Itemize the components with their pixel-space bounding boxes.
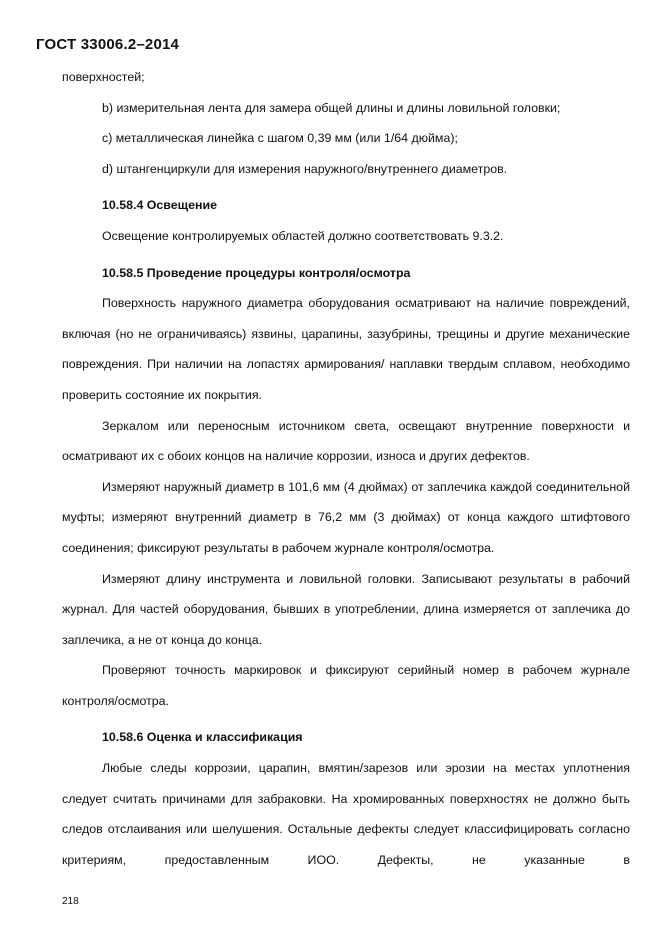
paragraph-lighting: Освещение контролируемых областей должно соответствовать 9.3.2.	[102, 228, 504, 243]
paragraph-outer-surface: Поверхность наружного диаметра оборудования осматривают на наличие повреждений, включая (но не ограничиваясь) язвины, царапины, зазубрины, трещины и другие механические повреждения. При наличии на лопастях армирования/ наплавки твердым сплавом, необходимо проверить состояние их покрытия.	[62, 296, 630, 402]
section-heading-10-58-5: 10.58.5 Проведение процедуры контроля/осмотра	[102, 265, 411, 280]
document-body	[62, 62, 630, 875]
list-item-c: c) металлическая линейка с шагом 0,39 мм (или 1/64 дюйма);	[102, 131, 458, 146]
paragraph-diameter-measure: Измеряют наружный диаметр в 101,6 мм (4 дюймах) от заплечика каждой соединительной муфты; измеряют внутренний диаметр в 76,2 мм (3 дюймах) от конца каждого штифтового соединения; фиксируют результаты в рабочем журнале контроля/осмотра.	[62, 479, 630, 555]
paragraph-evaluation: Любые следы коррозии, царапин, вмятин/зарезов или эрозии на местах уплотнения следует считать причинами для забраковки. На хромированных поверхностях не должно быть следов отслаивания или шелушения. Остальные дефекты следует классифицировать согласно критериям, предоставленным ИОО. Дефекты, не указанные в	[62, 761, 630, 867]
paragraph-markings: Проверяют точность маркировок и фиксируют серийный номер в рабочем журнале контроля/осмотра.	[62, 663, 630, 708]
document-header: ГОСТ 33006.2–2014	[36, 36, 180, 53]
list-item-b: b) измерительная лента для замера общей длины и длины ловильной головки;	[102, 100, 561, 115]
paragraph-length-measure: Измеряют длину инструмента и ловильной головки. Записывают результаты в рабочий журнал. Для частей оборудования, бывших в употреблении, длина измеряется от заплечика до заплечика, а не от конца до конца.	[62, 571, 630, 647]
paragraph-inner-surface: Зеркалом или переносным источником света, освещают внутренние поверхности и осматривают их с обоих концов на наличие коррозии, износа и других дефектов.	[62, 418, 630, 464]
section-heading-10-58-4: 10.58.4 Освещение	[102, 198, 217, 213]
paragraph-continuation: поверхностей;	[62, 70, 145, 84]
section-heading-10-58-6: 10.58.6 Оценка и классификация	[102, 730, 303, 745]
page-number: 218	[62, 896, 79, 907]
list-item-d: d) штангенциркули для измерения наружного/внутреннего диаметров.	[102, 161, 508, 176]
